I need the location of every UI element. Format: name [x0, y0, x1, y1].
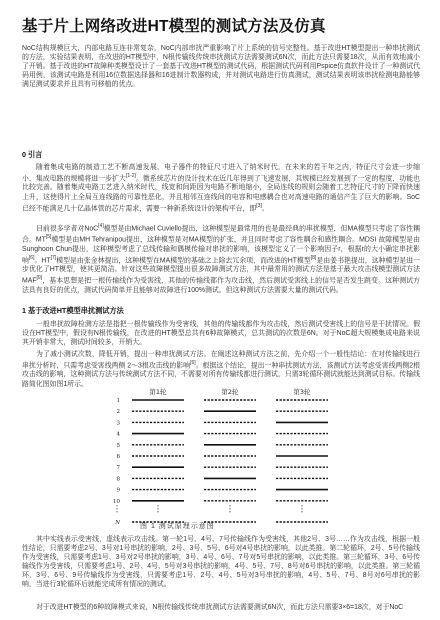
citation: [8]: [310, 254, 317, 261]
intro-p2-text: 。HT: [34, 257, 51, 265]
intro-heading: 0 引言: [22, 150, 43, 159]
intro-p1-text: 。微系统芯片的设计技术在近几年得到了飞速发展，其规模已经发展到了一定的程度，功能也比较完善。随着集成电路工艺进入纳米时代，线宽和间距因为电路不断地缩小，全局连线的规则会随着工艺特征尺寸的下降而快速上升，这使得片上全局互连线路的可靠性恶化，并且相邻互连线间的电容和电感耦合也对高速电路的通信产生了巨大的影响。SoC 已经不能满足几十亿晶体管的芯片需求，需要一种新系统设计的架构平台，即: [22, 175, 421, 212]
intro-p1-text: 随着集成电路的制造工艺不断高速发展，电子器件的特征尺寸进入了纳米时代，在未来的若干年之内，特征尺寸会进一步缩小，集成电路的规模将进一步扩大: [22, 164, 420, 183]
figure-caption: 图 1 测试原理示意图: [140, 523, 215, 530]
citation: [1-2]: [125, 173, 136, 180]
citation: [4]: [98, 223, 104, 229]
abstract-paragraph: NoC结构规模巨大，内部电路互连非常复杂，NoC内部串扰严重影响了片上系统的信号完整性。基于改进HT模型提出一种串扰测试的方法，实验结果表明，在改进的HT模型中，N根传输线传统串扰测试方法需要测试6N次，而此方法只需要18次，从而有效地减小了开销。基于改进的HT故障种类模型设计了一套基于改进HT模型的测试代码，根据测试代码利用Pspice仿真软件设计了一种测试代码用例，该测试电路是利用16位数据选择器和16进制计数器构成，并对测试电路进行仿真测试，测试结果表明该串扰检测电路能够满足测试要求并且具有可移植的优点。: [22, 45, 420, 89]
intro-p2-text: 模型是由Michael Cuviello提出，这种模型是最常用的也是最经典的串扰模型，但MA模型只考虑了容性耦合。MT: [22, 225, 420, 244]
citation: [3]: [256, 202, 262, 209]
ellipsis-dot: [229, 505, 230, 506]
intro-p2-text: 模型是由张金林提出，这种模型在MA模型的基础之上除去冗余项，而改进的HT模型: [56, 257, 311, 265]
intro-p2-text: 目前很多学者对NoC: [36, 225, 99, 233]
row-label: 6: [116, 454, 120, 460]
row-label: 9: [116, 487, 120, 494]
sec1-p2-text: 。根据这个结论，提出一种串扰测试方法，该测试方法考虑受害线两侧2根攻击线的影响，这种测试方法与传统测试方法不同，不需要对所有传输线都进行测试，只需3轮循环测试就能达到测试目标。传输线路简化图如图1所示。: [22, 362, 420, 388]
ellipsis-dot: [229, 508, 230, 509]
ellipsis-dot: [301, 508, 302, 509]
intro-p2-text: 是由姜书艳提出，这种模型是进一步优化了HT模型，使其更简洁。针对这些故障模型提出很多故障测试方法，其中最常用的测试方法是基于最大攻击线模型测试方法MAF: [22, 257, 421, 285]
round-label: 第2轮: [221, 388, 239, 396]
row-label: 7: [116, 465, 120, 472]
intro-paragraph-2: [22, 222, 420, 295]
row-label: 10: [113, 498, 120, 505]
row-label: 8: [116, 476, 120, 483]
row-label: 2: [116, 409, 120, 416]
sec1-after-paragraph-2: 对于改进HT模型的6种故障模式来说，N根传输线传统串扰测试方法需要测试6N次，而此方法只需要3×6=18次，对于NoC: [36, 604, 404, 611]
citation: [6]: [28, 254, 35, 261]
sec1-paragraph-2: [22, 350, 420, 389]
citation: [6]: [190, 360, 196, 367]
sec1-paragraph-1: 一般串扰故障检测方法是指把一根传输线作为受害线，其他的传输线都作为攻击线，然后测试受害线上的信号是干扰情况。假设在HT模型中，假设有N根传输线，在改进的HT模型总共有6种故障模式，总共测试的次数是6N。对于NoC超大规模集成电路来说其开销非常大，测试时间较多，开销大。: [22, 321, 420, 347]
round-label: 第1轮: [149, 388, 167, 396]
intro-p2-text: ，基本思想是把一根传输线作为受害线，其他的传输线都作为攻击线，然后测试受害线上的信号是否发生跳变。这种测试方法具有良好的优点，测试代码简单并且能够对故障进行100%测试。但这种测试方法需要大量的测试代码。: [22, 277, 420, 294]
ellipsis-dot: [116, 508, 117, 509]
ellipsis-dot: [157, 505, 158, 506]
section-1-heading: 1 基于改进HT模型串扰测试方法: [22, 306, 124, 315]
row-label: 5: [116, 442, 120, 449]
intro-paragraph-1: [22, 163, 420, 213]
sec1-p2-text: 为了减小测试次数，降低开销，提出一种串扰测试方法。在阐述这种测试方法之前，先介绍一个一般性结论：在对传输线进行串扰分析时，只需考虑受害线两侧 2～3根攻击线的影响: [22, 351, 420, 370]
row-label: N: [115, 520, 120, 526]
row-label: 4: [116, 431, 120, 438]
ellipsis-dot: [301, 505, 302, 506]
ellipsis-dot: [116, 511, 117, 512]
citation: [7]: [50, 254, 57, 261]
citation: [9]: [36, 275, 43, 282]
ellipsis-dot: [301, 511, 302, 512]
ellipsis-dot: [157, 508, 158, 509]
ellipsis-dot: [229, 511, 230, 512]
intro-p1-text: 。: [261, 204, 269, 212]
test-principle-figure: [100, 386, 350, 532]
intro-p2-text: 模型是由MH Tehranipou提出，这种模型是对MA模型的扩张，并且同时考虑了容性耦合和感性耦合。MDSI 故障模型是由Sunghoon Chun提出，这种模型考虑了总线传输和偶模传输对串扰的影响，该模型定义了一个影响因子r，根据r的大小确定串扰影响: [22, 236, 421, 265]
row-label: 3: [116, 420, 120, 427]
sec1-after-paragraph-1: 其中实线表示受害线，虚线表示攻击线。第一轮1号、4号、7号传输线作为受害线，其他2号、3号……作为攻击线，根据一般性结论，只需要考虑2号、3号对1号串扰的影响，2号、3号、5号、6号对4号串扰的影响，以此类推。第二轮循环，2号、5号传输线作为受害线，只需要考虑1号、3号对2号串扰的影响，3号、4号、6号、7号对5号串扰的影响，以此类推。第三轮循环，3号、6号传输线作为受害线，只需要考虑1号、2号、4号、5号对3号串扰的影响，4号、5号、7号、8号对6号串扰的影响，以此类推。第三轮循环，3号、6号、9号传输线作为受害线，只需要考虑1号、2号、4号、5号对3号串扰的影响，4号、5号、7号、8号对6号串扰的影响，当进行3轮循环后就能完成所有情况的测试。: [22, 536, 420, 589]
ellipsis-dot: [157, 511, 158, 512]
page-title: 基于片上网络改进HT模型的测试方法及仿真: [22, 18, 326, 35]
ellipsis-dot: [116, 505, 117, 506]
row-label: 1: [116, 398, 120, 404]
round-label: 第3轮: [293, 388, 311, 396]
citation: [5]: [45, 234, 52, 241]
